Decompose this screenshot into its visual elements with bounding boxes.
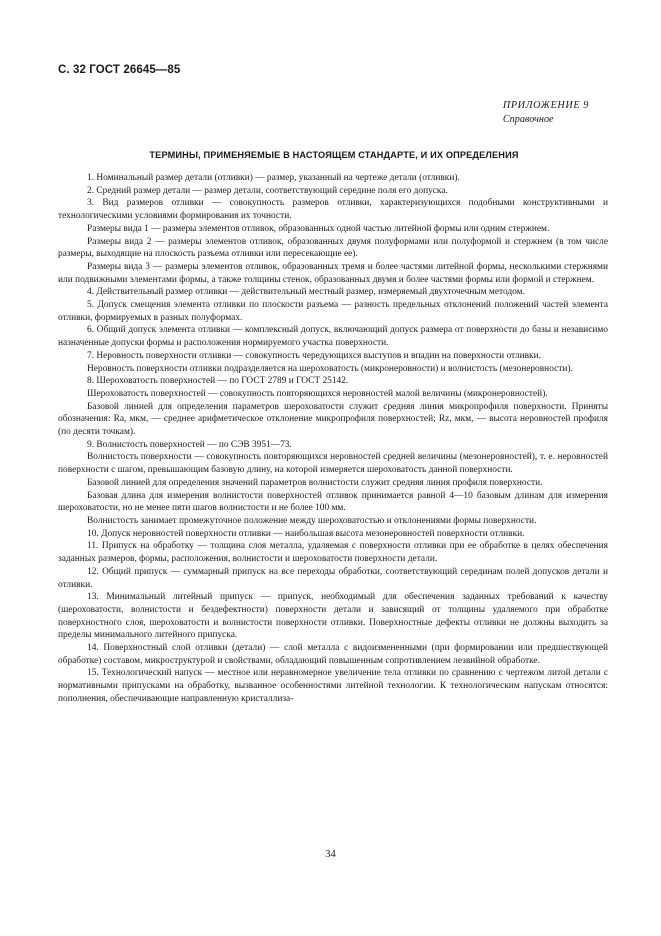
paragraph: 13. Минимальный литейный припуск — припуск, необходимый для обеспечения заданных требований к качеству (шероховатости, волнистости и бездефектности) поверхности детали и зависящий от толщины удаляемого при обработке поверхностного слоя, шероховатости и волнистости поверхности отливки. Поверхностные дефекты отливки не должны выходить за пределы минимального литейного припуска. (58, 592, 608, 641)
paragraph: Шероховатость поверхностей — совокупность повторяющихся неровностей малой величины (микронеровностей). (87, 388, 548, 399)
paragraph: 3. Вид размеров отливки — совокупность размеров отливки, характеризующихся подобными конструктивными и технологическими условиями формирования их точности. (58, 198, 608, 222)
paragraph: 14. Поверхностный слой отливки (детали) — слой металла с видоизмененными (при формировании или предшествующей обработке) составом, микроструктурой и свойствами, обладающий повышенным сопротивлением лезвийной обработке. (58, 643, 608, 666)
paragraph: 10. Допуск неровностей поверхности отливки — наибольшая высота мезонеровностей поверхности отливки. (87, 528, 525, 539)
appendix-subtitle: Справочное (502, 114, 554, 125)
paragraph: 12. Общий припуск — суммарный припуск на все переходы обработки, соответствующий серединам полей допусков детали и отливки. (58, 566, 608, 590)
paragraph: Базовой линией для определения значений параметров волнистости служит средняя линия профиля поверхности. (87, 477, 543, 488)
paragraph: Базовая длина для измерения волнистости поверхностей отливок принимается равной 4—10 базовым длинам для измерения шероховатости, но не менее пяти шагов волнистости и не более 100 мм. (58, 490, 608, 514)
paragraph: 4. Действительный размер отливки — действительный местный размер, измеряемый двухточечным методом. (87, 287, 525, 298)
document-body (58, 172, 608, 706)
paragraph: 5. Допуск смещения элемента отливки по плоскости разъема — разность предельных отклонений положений частей элемента отливки, формируемых в разных полуформах. (58, 300, 608, 323)
paragraph: 15. Технологический напуск — местное или неравномерное увеличение тела отливки по сравнению с чертежом литой детали с нормативными припусками на обработку, вызванное особенностями литейной технологии. К технологическим напускам относятся: пополнения, обеспечивающие направленную кристаллиза- (58, 668, 608, 704)
paragraph: 11. Припуск на обработку — толщина слоя металла, удаляемая с поверхности отливки при ее обработке в целях обеспечения заданных размеров, формы, расположения, волнистости и шероховатости поверхности детали. (58, 541, 608, 565)
paragraph: Размеры вида 2 — размеры элементов отливок, образованных двумя полуформами или полуформой и стержнем (в том числе размеры, выходящие на плоскость разъема отливки или пересекающие ее). (58, 236, 608, 260)
paragraph: Размеры вида 3 — размеры элементов отливок, образованных тремя и более частями литейной формы, несколькими стержнями или подвижными элементами формы, а также толщины стенок, образованных двумя и более частями формы или формой и стержнем. (58, 261, 608, 285)
paragraph: 6. Общий допуск элемента отливки — комплексный допуск, включающий допуск размера от поверхности до базы и независимо назначенные допуски формы и расположения нормируемого участка поверхности. (58, 325, 608, 349)
appendix-title: ПРИЛОЖЕНИЕ 9 (502, 100, 589, 111)
paragraph: 9. Волнистость поверхностей — по СЭВ 3951—73. (87, 439, 292, 450)
appendix-label (503, 99, 589, 127)
paragraph: 8. Шероховатость поверхностей — по ГОСТ 2789 и ГОСТ 25142. (87, 376, 349, 387)
paragraph: Волнистость поверхности — совокупность повторяющихся неровностей средней величины (мезонеровностей), т. е. неровностей поверхности с шагом, превышающим базовую длину, на которой измеряется шероховатость данной поверхности. (58, 452, 608, 476)
section-title: ТЕРМИНЫ, ПРИМЕНЯЕМЫЕ В НАСТОЯЩЕМ СТАНДАРТЕ, И ИХ ОПРЕДЕЛЕНИЯ (149, 150, 519, 160)
paragraph: Размеры вида 1 — размеры элементов отливок, образованных одной частью литейной формы или одним стержнем. (87, 223, 550, 234)
paragraph: 1. Номинальный размер детали (отливки) — размер, указанный на чертеже детали (отливки). (87, 173, 460, 183)
page-header: С. 32 ГОСТ 26645—85 (58, 64, 181, 76)
paragraph: 2. Средний размер детали — размер детали, соответствующий середине поля его допуска. (87, 185, 448, 196)
paragraph: Волнистость занимает промежуточное положение между шероховатостью и отклонениями формы поверхности. (87, 515, 537, 526)
paragraph: 7. Неровность поверхности отливки — совокупность чередующихся выступов и впадин на поверхности отливки. (87, 350, 541, 361)
paragraph: Базовой линией для определения параметров шероховатости служит средняя линия микропрофиля поверхности. Приняты обозначения: Ra, мкм, — среднее арифметическое отклонение микропрофиля поверхностей; Rz, мкм, — высота неровностей профиля (по десяти точкам). (58, 401, 608, 438)
page-number: 34 (325, 849, 336, 860)
paragraph: Неровность поверхности отливки подразделяется на шероховатость (микронеровности) и волнистость (мезонеровности). (87, 363, 573, 374)
